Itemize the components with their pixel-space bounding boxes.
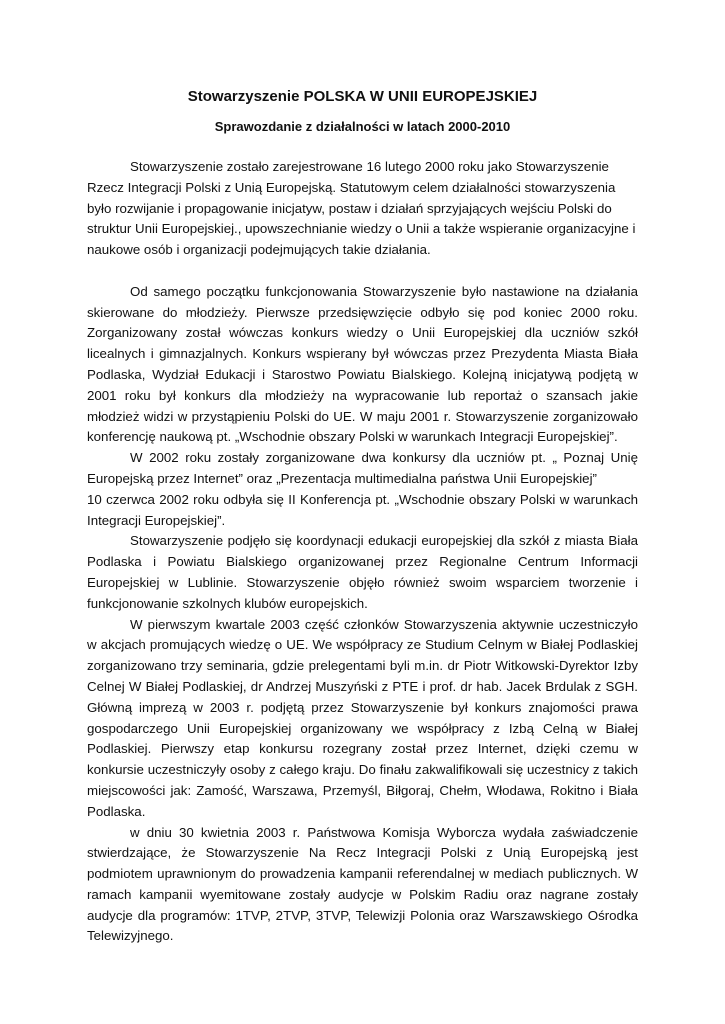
paragraph-registration: Stowarzyszenie zostało zarejestrowane 16 lutego 2000 roku jako Stowarzyszenie Rzecz Integracji Polski z Unią Europejską. Statutowym celem działalności stowarzyszenia było rozwijanie i propagowanie inicjatyw, postaw i działań sprzyjających wejściu Polski do struktur Unii Europejskiej., upowszechnianie wiedzy o Unii a także wspieranie organizacyjne i naukowe osób i organizacji podejmujących takie działania. bbox=[87, 159, 636, 258]
paragraph-2003-activities: W pierwszym kwartale 2003 część członków Stowarzyszenia aktywnie uczestniczyło w akcjach promujących wiedzę o UE. We współpracy ze Studium Celnym w Białej Podlaskiej zorganizowano trzy seminaria, gdzie prelegentami byli m.in. dr Piotr Witkowski-Dyrektor Izby Celnej W Białej Podlaskiej, dr Andrzej Muszyński z PTE i prof. dr hab. Jacek Brdulak z SGH. Główną imprezą w 2003 r. podjętą przez Stowarzyszenie był konkurs znajomości prawa gospodarczego Unii Europejskiej organizowany we współpracy z Izbą Celną w Białej Podlaskiej. Pierwszy etap konkursu rozegrany został przez Internet, dzięki czemu w konkursie uczestniczyły osoby z całego kraju. Do finału zakwalifikowali się uczestnicy z takich miejscowości jak: Zamość, Warszawa, Przemyśl, Biłgoraj, Chełm, Włodawa, Rokitno i Biała Podlaska. bbox=[87, 616, 638, 819]
document-subtitle: Sprawozdanie z działalności w latach 2000-2010 bbox=[214, 119, 511, 134]
document-body bbox=[87, 157, 638, 947]
paragraph-2002-conference: 10 czerwca 2002 roku odbyła się II Konferencja pt. „Wschodnie obszary Polski w warunkach Integracji Europejskiej”. bbox=[87, 491, 638, 528]
paragraph-referendum-campaign: w dniu 30 kwietnia 2003 r. Państwowa Komisja Wyborcza wydała zaświadczenie stwierdzające, że Stowarzyszenie Na Recz Integracji Polski z Unią Europejską jest podmiotem uprawnionym do prowadzenia kampanii referendalnej w mediach publicznych. W ramach kampanii wyemitowane zostały audycje w Polskim Radiu oraz nagrane zostały audycje dla programów: 1TVP, 2TVP, 3TVP, Telewizji Polonia oraz Warszawskiego Ośrodka Telewizyjnego. bbox=[87, 824, 638, 944]
document-title: Stowarzyszenie POLSKA W UNII EUROPEJSKIEJ bbox=[187, 88, 538, 105]
paragraph-2002-contests: W 2002 roku zostały zorganizowane dwa konkursy dla uczniów pt. „ Poznaj Unię Europejską przez Internet” oraz „Prezentacja multimedialna państwa Unii Europejskiej” bbox=[87, 450, 638, 486]
paragraph-youth-activities: Od samego początku funkcjonowania Stowarzyszenie było nastawione na działania skierowane do młodzieży. Pierwsze przedsięwzięcie odbyło się pod koniec 2000 roku. Zorganizowany został wówczas konkurs wiedzy o Unii Europejskiej dla uczniów szkół licealnych i gimnazjalnych. Konkurs wspierany był wówczas przez Prezydenta Miasta Biała Podlaska, Wydział Edukacji i Starostwo Powiatu Bialskiego. Kolejną inicjatywą podjętą w 2001 roku był konkurs dla młodzieży na wypracowanie lub reportaż o szansach jakie młodzież widzi w przystąpieniu Polski do UE. W maju 2001 r. Stowarzyszenie zorganizowało konferencję naukową pt. „Wschodnie obszary Polski w warunkach Integracji Europejskiej”. bbox=[87, 283, 638, 445]
paragraph-coordination: Stowarzyszenie podjęło się koordynacji edukacji europejskiej dla szkół z miasta Biała Podlaska i Powiatu Bialskiego organizowanej przez Regionalne Centrum Informacji Europejskiej w Lublinie. Stowarzyszenie objęło również swoim wsparciem tworzenie i funkcjonowanie szkolnych klubów europejskich. bbox=[87, 533, 638, 611]
